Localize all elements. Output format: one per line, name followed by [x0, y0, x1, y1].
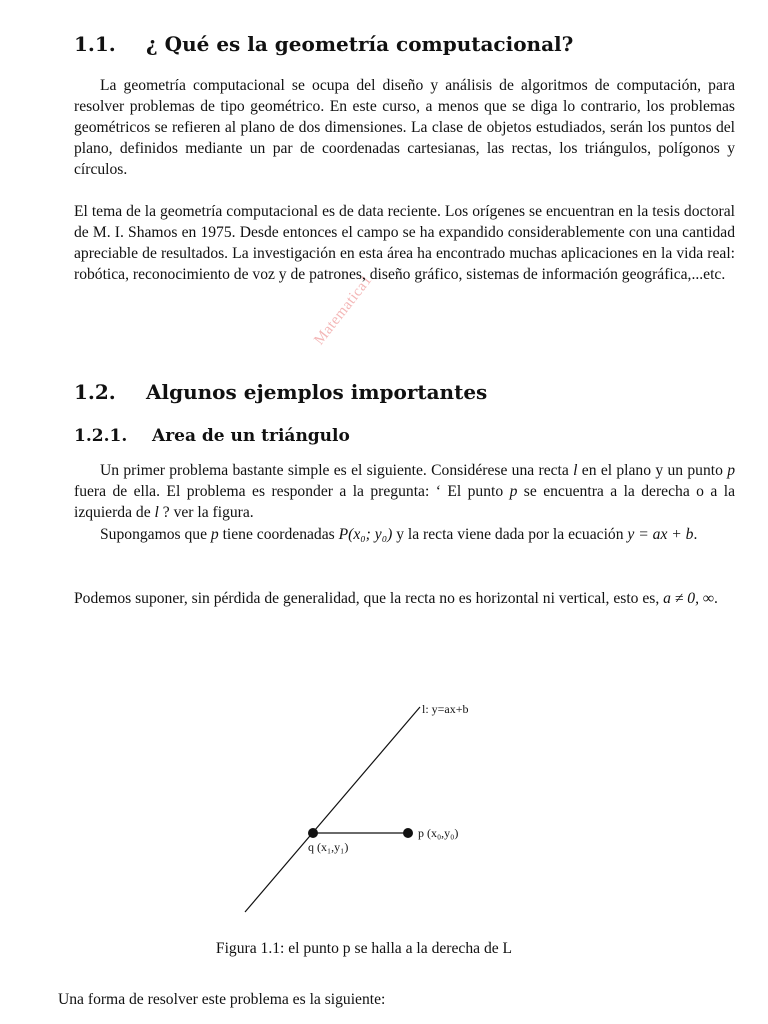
subsection-paragraph-1: Un primer problema bastante simple es el siguiente. Considérese una recta l en el plano y un punto p fuera de ella. El problema es responder a la pregunta: ‘ El punto p se encuentra a la derecha o a la izquierda de l ? ver la figura.	[74, 462, 735, 521]
line-l	[245, 707, 420, 912]
section-1-paragraph-2: El tema de la geometría computacional es de data reciente. Los orígenes se encuentran en la tesis doctoral de M. I. Shamos en 1975. Desde entonces el campo se ha expandido considerablemente con una cantidad apreciable de resultados. La investigación en esta área ha encontrado muchas aplicaciones en la vida real: robótica, reconocimiento de voz y de patrones, diseño gráfico, sistemas de información geográfica,...etc.	[74, 203, 735, 283]
closing-paragraph: Una forma de resolver este problema es la siguiente:	[58, 991, 386, 1008]
section-1-heading	[74, 32, 573, 56]
subsection-paragraph-3: Podemos suponer, sin pérdida de generalidad, que la recta no es horizontal ni vertical, esto es, a ≠ 0, ∞.	[74, 590, 718, 607]
figure-caption: Figura 1.1: el punto p se halla a la derecha de L	[215, 940, 513, 957]
section-2-number: 1.2.	[74, 380, 116, 404]
point-q	[308, 828, 318, 838]
section-2-title: Algunos ejemplos importantes	[146, 380, 488, 404]
q-label: q (x₁,y₁)	[308, 840, 349, 854]
watermark: Matematica1	[311, 272, 376, 349]
subsection-heading	[74, 426, 350, 446]
subsection-title: Area de un triángulo	[152, 426, 350, 446]
p-label: p (x₀,y₀)	[418, 826, 459, 840]
subsection-number: 1.2.1.	[74, 426, 128, 446]
line-label: l: y=ax+b	[422, 702, 469, 716]
point-p	[403, 828, 413, 838]
section-1-title: ¿ Qué es la geometría computacional?	[146, 32, 574, 56]
figure-diagram	[240, 700, 500, 920]
section-2-heading	[74, 380, 487, 404]
section-1-paragraph-1: La geometría computacional se ocupa del diseño y análisis de algoritmos de computación, para resolver problemas de tipo geométrico. En este curso, a menos que se diga lo contrario, los problemas geométricos se refieren al plano de dos dimensiones. La clase de objetos estudiados, serán los puntos del plano, definidos mediante un par de coordenadas cartesianas, las rectas, los triángulos, polígonos y círculos.	[74, 77, 735, 178]
section-1-number: 1.1.	[74, 32, 116, 56]
subsection-paragraph-2: Supongamos que p tiene coordenadas P(x₀; y₀) y la recta viene dada por la ecuación y = ax + b.	[100, 526, 698, 543]
